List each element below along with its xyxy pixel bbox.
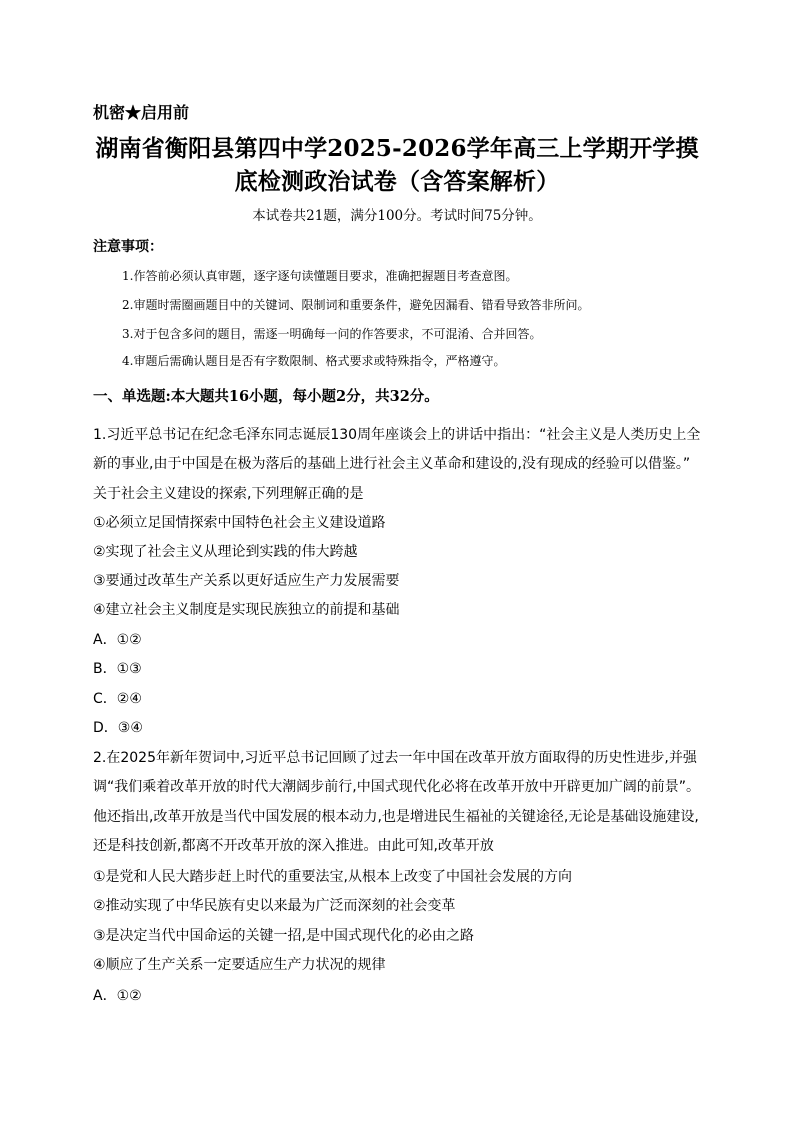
q2-statement: ①是党和人民大踏步赶上时代的重要法宝,从根本上改变了中国社会发展的方向: [93, 869, 572, 885]
q2-option-a: A．①②: [93, 988, 142, 1004]
q1-option-a: A．①②: [93, 632, 142, 648]
confidential-label: 机密★启用前: [93, 103, 190, 122]
notice-item: 1.作答前必须认真审题，逐字逐句读懂题目要求，准确把握题目考查意图。: [122, 269, 518, 283]
q1-stem-line: 新的事业,由于中国是在极为落后的基础上进行社会主义革命和建设的,没有现成的经验可以借鉴。”: [93, 456, 691, 472]
q2-stem-line: 调“我们乘着改革开放的时代大潮阔步前行,中国式现代化必将在改革开放中开辟更加广阔的前景”。: [93, 779, 700, 795]
q2-stem-line: 2.在2025年新年贺词中,习近平总书记回顾了过去一年中国在改革开放方面取得的历史性进步,并强: [93, 750, 697, 766]
notice-item: 2.审题时需圈画题目中的关键词、限制词和重要条件，避免因漏看、错看导致答非所问。: [122, 298, 590, 312]
q2-statement: ②推动实现了中华民族有史以来最为广泛而深刻的社会变革: [93, 898, 456, 914]
section-heading: 一、单选题:本大题共16小题，每小题2分，共32分。: [93, 388, 439, 405]
q1-statement: ②实现了社会主义从理论到实践的伟大跨越: [93, 544, 358, 560]
page-title-line-1: 湖南省衡阳县第四中学2025-2026学年高三上学期开学摸: [95, 135, 699, 162]
q1-option-d: D．③④: [93, 720, 143, 736]
q1-stem-line: 1.习近平总书记在纪念毛泽东同志诞辰130周年座谈会上的讲话中指出：“社会主义是人类历史上全: [93, 427, 701, 443]
page-title-line-2: 底检测政治试卷（含答案解析）: [234, 168, 560, 195]
notice-item: 4.审题后需确认题目是否有字数限制、格式要求或特殊指令，严格遵守。: [122, 354, 506, 368]
q2-stem-line: 他还指出,改革开放是当代中国发展的根本动力,也是增进民生福祉的关键途径,无论是基础设施建设,: [93, 809, 699, 825]
q1-stem-line: 关于社会主义建设的探索,下列理解正确的是: [93, 486, 364, 502]
q1-option-c: C．②④: [93, 691, 142, 707]
q1-statement: ①必须立足国情探索中国特色社会主义建设道路: [93, 515, 386, 531]
notice-item: 3.对于包含多问的题目，需逐一明确每一问的作答要求，不可混淆、合并回答。: [122, 327, 542, 341]
exam-info: 本试卷共21题，满分100分。考试时间75分钟。: [252, 208, 542, 224]
notice-heading: 注意事项：: [93, 239, 163, 255]
q1-statement: ④建立社会主义制度是实现民族独立的前提和基础: [93, 602, 400, 618]
q1-statement: ③要通过改革生产关系以更好适应生产力发展需要: [93, 573, 400, 589]
q2-stem-line: 还是科技创新,都离不开改革开放的深入推进。由此可知,改革开放: [93, 838, 494, 854]
q2-statement: ④顺应了生产关系一定要适应生产力状况的规律: [93, 957, 386, 973]
q1-option-b: B．①③: [93, 661, 142, 677]
q2-statement: ③是决定当代中国命运的关键一招,是中国式现代化的必由之路: [93, 928, 474, 944]
